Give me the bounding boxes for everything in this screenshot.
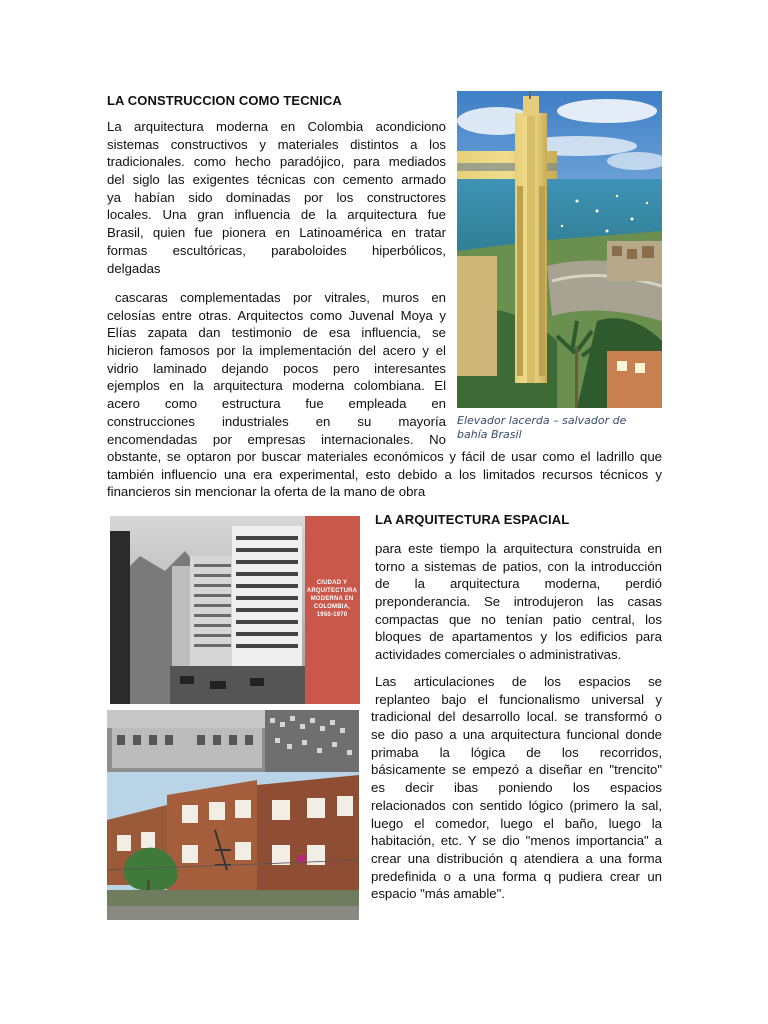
text-line: celosías entre otras. Arquitectos como Juvenal Moya y	[107, 307, 446, 323]
text-line: se dio paso a una arquitectura funcional donde	[371, 727, 662, 743]
text-line: torno a sistemas de patios, con la introducción	[375, 558, 662, 574]
text-line: hicieron famosos por la implementación del acero y el	[107, 343, 446, 359]
paragraph-espacial-a	[375, 540, 662, 664]
text-line: preponderancia. Se introdujeron las casas	[375, 594, 662, 610]
text-line: del siglo las exigentes técnicas con cemento armado	[107, 172, 446, 188]
text-line: cascaras complementadas por vitrales, muros en	[115, 290, 446, 305]
text-line: para este tiempo la arquitectura construida en	[375, 541, 662, 556]
paragraph-construccion-b	[107, 289, 446, 448]
text-line: Elías zapata dan testimonio de esa influencia, se	[107, 325, 446, 341]
text-line: obstante, se optaron por buscar materiales económicos y fácil de usar como el ladrillo que	[107, 449, 662, 464]
text-line: sistemas constructivos y materiales distintos a los	[107, 136, 446, 152]
text-line: financieros sin mencionar la oferta de la mano de obra	[107, 484, 426, 500]
cover-title-line: ARQUITECTURA	[306, 588, 358, 594]
text-line: locales. Una gran influencia de la arquitectura fue	[107, 207, 446, 223]
section-heading-construccion: LA CONSTRUCCION COMO TECNICA	[107, 93, 342, 108]
text-line: formas escultóricas, paraboloides hiperbólicos,	[107, 242, 446, 258]
text-line: construcciones industriales en su mayoría	[107, 413, 446, 429]
cover-title-line: MODERNA EN	[310, 596, 354, 602]
text-line: relacionados con sentido lógico (primero la sal,	[371, 797, 662, 813]
text-line: acero como estructura fue empleada en	[107, 396, 446, 412]
text-line: básicamente se empezó a diseñar en "trencito"	[371, 762, 662, 778]
text-line: vidrio laminado dejando pocos pero interesantes	[107, 360, 446, 376]
text-line: espacio "más amable".	[371, 886, 505, 902]
cover-title-line: CIUDAD Y	[316, 580, 348, 586]
book-cover-accent	[305, 516, 360, 704]
apartment-blocks-photo	[107, 710, 359, 920]
text-line: bloques de apartamentos y los edificios para	[375, 629, 662, 645]
text-line: primaba la lógica de los recorridos,	[371, 744, 662, 760]
text-line: La arquitectura moderna en Colombia acondiciono	[107, 119, 446, 134]
text-line: crear una distribución q atendiera a una forma	[371, 850, 662, 866]
text-line: replanteo bajo el funcionalismo universal y	[375, 691, 662, 707]
paragraph-construccion-c	[107, 448, 662, 501]
text-line: compactas que no tenían patio central, los	[375, 611, 662, 627]
text-line: también influencio una era experimental, esto debido a los limitados recursos técnicos y	[107, 466, 662, 482]
text-line: ya habían sido dominadas por los constructores	[107, 189, 446, 205]
caption-line: bahía Brasil	[457, 428, 522, 441]
text-line: luego el comedor, luego el baño, luego la	[371, 815, 662, 831]
text-line: es decir ibas poniendo los espacios	[371, 780, 662, 796]
cover-title-line: COLOMBIA,	[313, 604, 351, 610]
section-heading-espacial: LA ARQUITECTURA ESPACIAL	[375, 512, 570, 527]
text-line: encomendadas por empresas internacionales. No	[107, 431, 446, 447]
text-line: delgadas	[107, 260, 161, 276]
text-line: predefinida o a una forma q pudiera crear un	[371, 868, 662, 884]
caption-line: Elevador lacerda – salvador de	[457, 414, 627, 427]
text-line: Las articulaciones de los espacios se	[375, 674, 662, 689]
text-line: actividades comerciales o administrativas.	[375, 647, 622, 663]
paragraph-construccion-a	[107, 118, 446, 277]
cover-title-line: 1950-1970	[316, 612, 348, 618]
photo-caption	[457, 414, 667, 442]
text-line: tradicional del desarrollo local. se transformó o	[371, 709, 662, 725]
text-line: Brasil, quien fue pionera en Latinoamérica en tratar	[107, 225, 446, 241]
text-line: habitación, etc. Y se dio "menos importancia" a	[371, 833, 662, 849]
book-cover-image	[110, 516, 360, 704]
elevador-lacerda-photo	[457, 91, 662, 408]
text-line: ejemplos en la arquitectura moderna colombiana. El	[107, 378, 446, 394]
paragraph-espacial-b	[371, 673, 662, 903]
text-line: tradicionales. como hecho paradójico, para mediados	[107, 154, 446, 170]
text-line: de la arquitectura moderna, perdió	[375, 576, 662, 592]
